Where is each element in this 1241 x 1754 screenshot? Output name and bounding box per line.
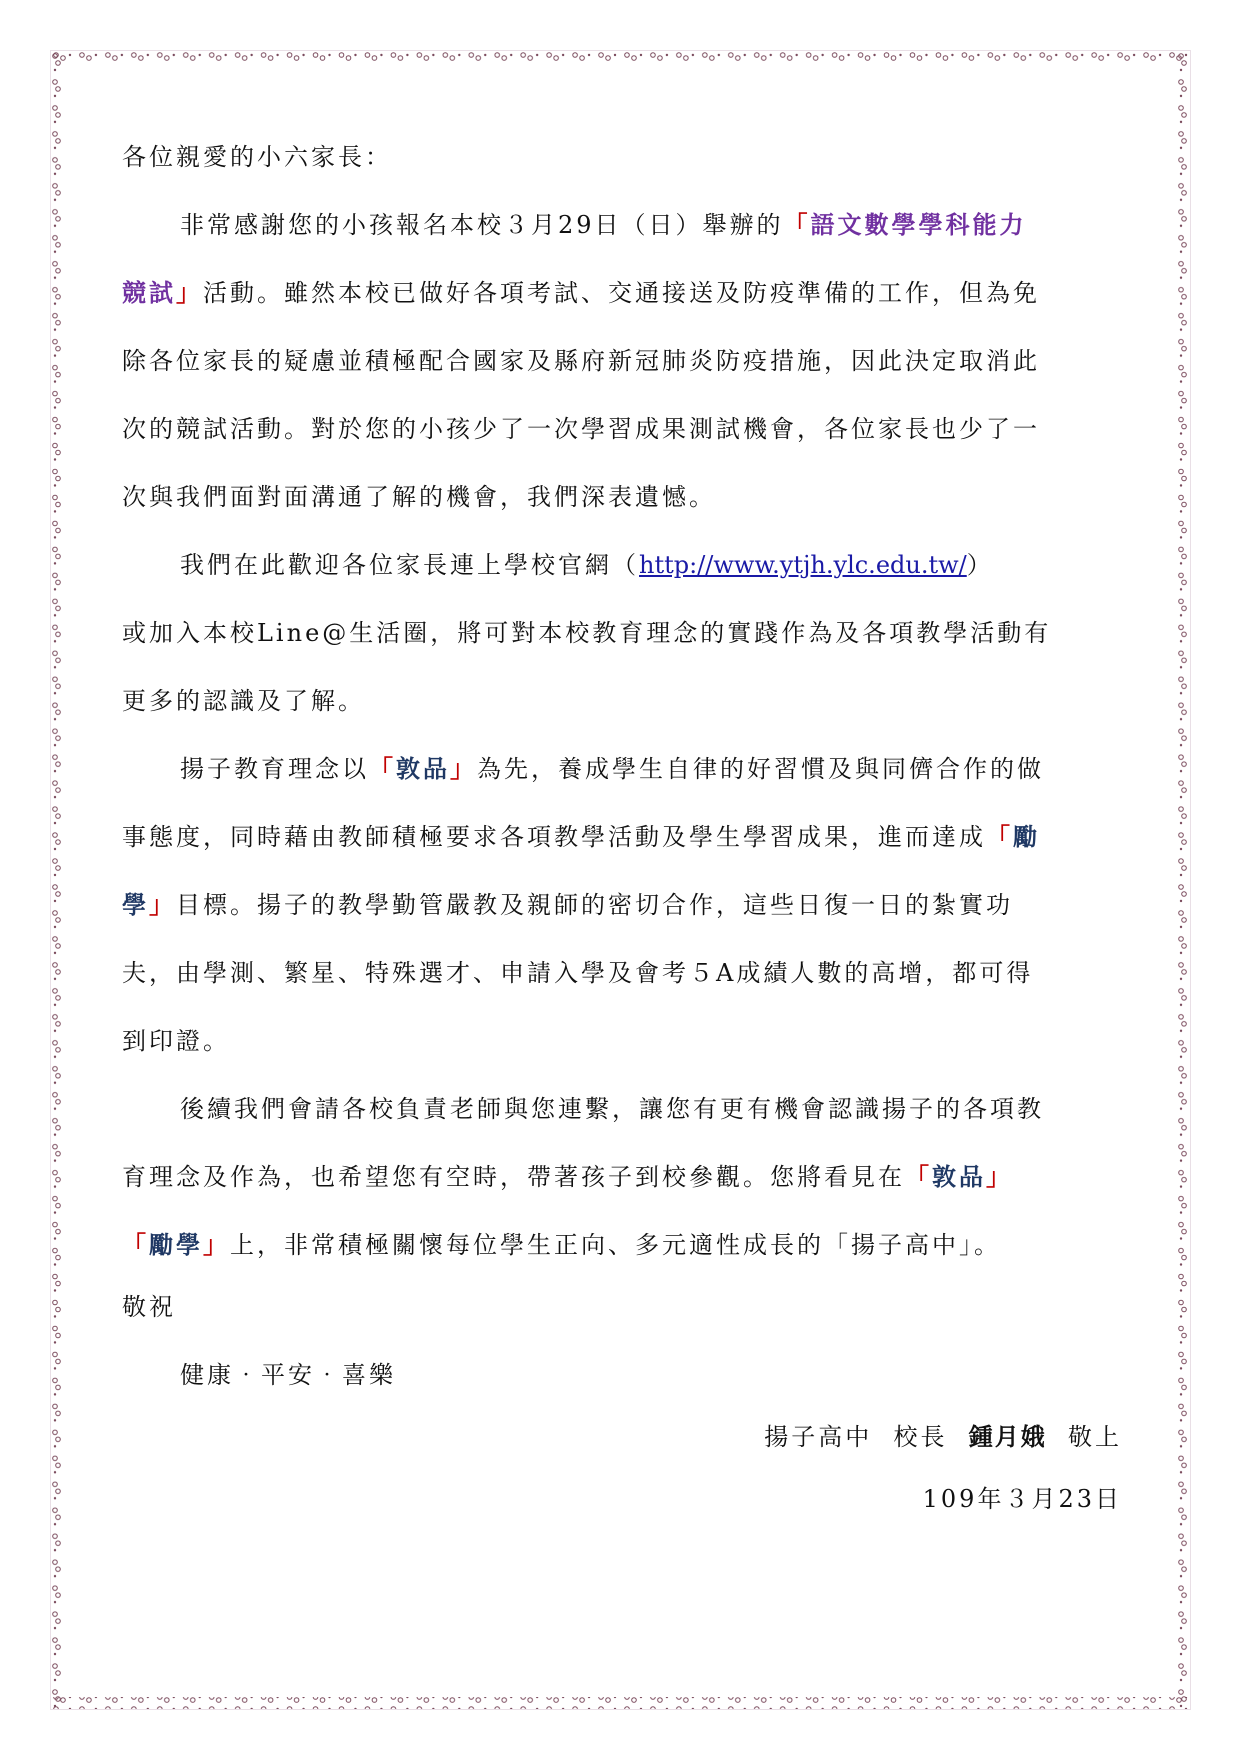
signature: 揚子高中 校長 鍾月娥 敬上 <box>764 1422 1122 1451</box>
paragraph-1-line-1: 非常感謝您的小孩報名本校３月29日（日）舉辦的「語文數學學科能力 <box>180 210 1027 239</box>
paragraph-2-line-1: 我們在此歡迎各位家長連上學校官網（http://www.ytjh.ylc.edu.tw/） <box>180 551 994 579</box>
paragraph-3-line-1: 揚子教育理念以「敦品」為先，養成學生自律的好習慣及與同儕合作的做 <box>180 754 1044 783</box>
paragraph-4-line-2: 育理念及作為，也希望您有空時，帶著孩子到校參觀。您將看見在「敦品」 <box>122 1162 1013 1191</box>
greeting: 各位親愛的小六家長： <box>122 143 392 171</box>
paragraph-1-line-2: 競試」活動。雖然本校已做好各項考試、交通接送及防疫準備的工作，但為免 <box>122 278 1040 307</box>
paragraph-2-line-3: 更多的認識及了解。 <box>122 687 365 715</box>
closing-wishes: 健康‧平安‧喜樂 <box>180 1361 396 1389</box>
letter-date: 109年３月23日 <box>922 1485 1122 1513</box>
school-website-link[interactable]: http://www.ytjh.ylc.edu.tw/ <box>639 551 967 579</box>
paragraph-3-line-4: 夫，由學測、繁星、特殊選才、申請入學及會考５A成績人數的高增，都可得 <box>122 959 1034 987</box>
closing-salutation: 敬祝 <box>122 1293 176 1321</box>
paragraph-4-line-1: 後續我們會請各校負責老師與您連繫，讓您有更有機會認識揚子的各項教 <box>180 1095 1044 1123</box>
paragraph-3-line-2: 事態度，同時藉由教師積極要求各項教學活動及學生學習成果，進而達成「勵 <box>122 822 1040 851</box>
dunpin-highlight: 敦品 <box>396 754 450 783</box>
paragraph-3-line-5: 到印證。 <box>122 1027 230 1055</box>
principal-name: 鍾月娥 <box>968 1422 1047 1451</box>
contest-name-highlight: 語文數學學科能力 <box>810 210 1027 239</box>
paragraph-1-line-5: 次與我們面對面溝通了解的機會，我們深表遺憾。 <box>122 483 716 511</box>
paragraph-2-line-2: 或加入本校Line@生活圈，將可對本校教育理念的實踐作為及各項教學活動有 <box>122 619 1052 647</box>
paragraph-1-line-3: 除各位家長的疑慮並積極配合國家及縣府新冠肺炎防疫措施，因此決定取消此 <box>122 347 1040 375</box>
paragraph-3-line-3: 學」目標。揚子的教學勤管嚴教及親師的密切合作，這些日復一日的紮實功 <box>122 890 1013 919</box>
paragraph-1-line-4: 次的競試活動。對於您的小孩少了一次學習成果測試機會，各位家長也少了一 <box>122 415 1040 443</box>
paragraph-4-line-3: 「勵學」上，非常積極關懷每位學生正向、多元適性成長的「揚子高中」。 <box>122 1230 1001 1259</box>
